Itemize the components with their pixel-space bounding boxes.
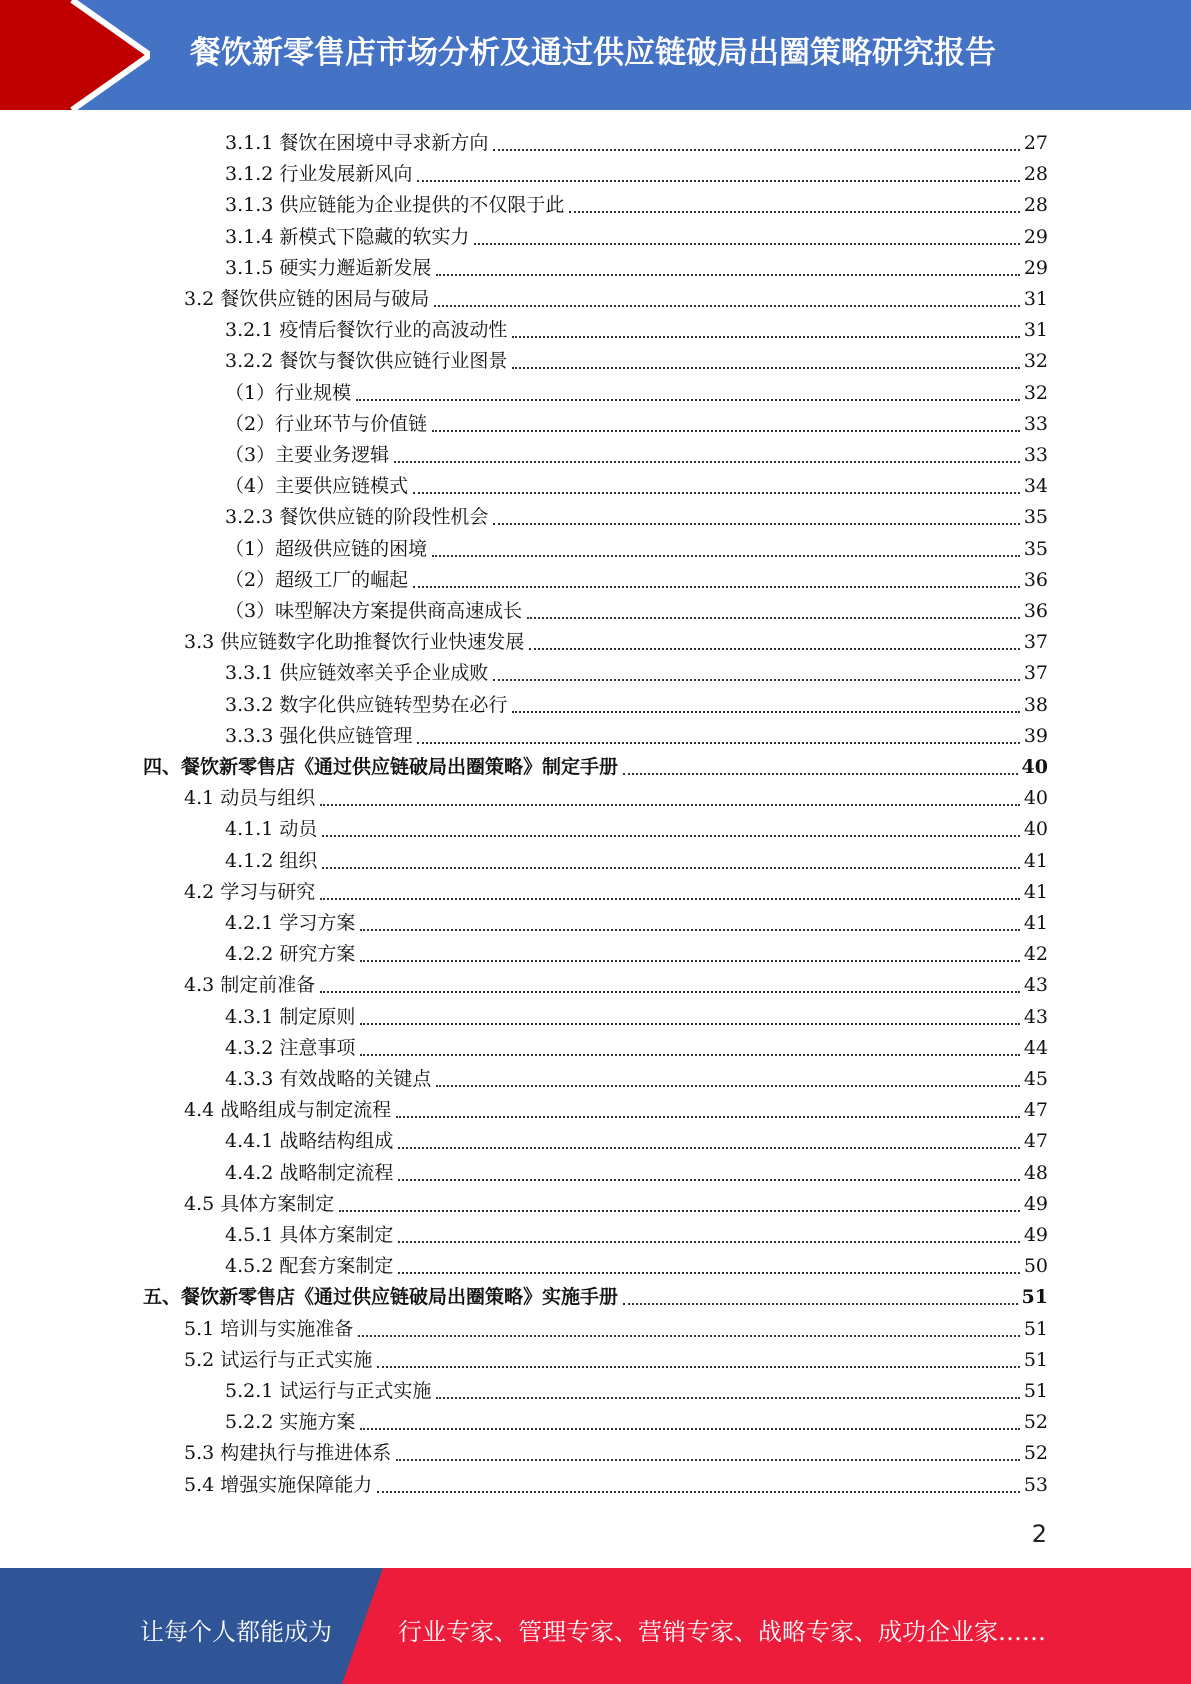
toc-entry[interactable] [184,783,1048,814]
toc-entry-title: 3.3.1 供应链效率关乎企业成败 [225,662,489,685]
toc-entry[interactable] [184,1438,1048,1469]
toc-entry-title: 5.2.1 试运行与正式实施 [225,1380,432,1402]
toc-entry-title: 3.3 供应链数字化助推餐饮行业快速发展 [184,631,525,654]
toc-entry-page: 42 [1023,943,1048,966]
toc-dot-leader [394,460,1020,463]
toc-dot-leader [436,1396,1019,1399]
toc-dot-leader [432,429,1020,432]
toc-dot-leader [623,1302,1018,1305]
toc-entry[interactable] [225,1158,1048,1189]
toc-entry-title: 3.3.3 强化供应链管理 [225,724,413,747]
toc-dot-leader [432,554,1020,557]
toc-entry[interactable] [225,190,1048,221]
toc-entry[interactable] [225,1407,1048,1438]
toc-entry[interactable] [225,1251,1048,1282]
toc-dot-leader [569,210,1019,213]
toc-dot-leader [320,990,1020,993]
toc-entry[interactable] [225,908,1048,939]
toc-dot-leader [398,1271,1019,1274]
toc-dot-leader [529,647,1020,650]
toc-entry[interactable] [184,1470,1048,1501]
toc-dot-leader [320,803,1020,806]
toc-entry-page: 33 [1023,412,1048,435]
header-red-chevron-icon [0,0,150,110]
toc-entry[interactable] [143,752,1048,783]
toc-entry-title: 4.3 制定前准备 [184,974,316,997]
toc-entry-page: 50 [1023,1255,1048,1278]
toc-entry[interactable] [225,596,1048,627]
toc-entry-title: 3.1.4 新模式下隐藏的软实力 [225,225,470,248]
toc-dot-leader [339,1209,1020,1212]
toc-entry[interactable] [225,409,1048,440]
toc-entry-title: 3.1.1 餐饮在困境中寻求新方向 [225,132,489,154]
toc-dot-leader [417,179,1019,182]
toc-entry-title: 4.1.2 组织 [225,849,318,872]
toc-dot-leader [436,1084,1019,1087]
toc-entry[interactable] [184,877,1048,908]
toc-entry[interactable] [225,1064,1048,1095]
toc-dot-leader [320,897,1020,900]
toc-entry-page: 37 [1023,631,1048,654]
toc-dot-leader [322,866,1019,869]
toc-entry-page: 51 [1023,1317,1048,1340]
toc-entry-title: 4.5 具体方案制定 [184,1192,335,1215]
toc-entry[interactable] [225,721,1048,752]
toc-entry[interactable] [225,658,1048,689]
toc-dot-leader [360,1022,1019,1025]
toc-entry-title: 3.1.3 供应链能为企业提供的不仅限于此 [225,194,565,217]
toc-entry-title: （3）味型解决方案提供商高速成长 [225,600,523,622]
toc-entry-page: 38 [1023,693,1048,716]
footer-slogan-right: 行业专家、管理专家、营销专家、战略专家、成功企业家…… [398,1618,1046,1646]
toc-entry-title: 4.4.1 战略结构组成 [225,1130,394,1153]
toc-entry[interactable] [225,939,1048,970]
toc-entry-page: 36 [1023,568,1048,591]
toc-dot-leader [360,959,1019,962]
toc-entry-title: 3.2.1 疫情后餐饮行业的高波动性 [225,319,508,342]
toc-dot-leader [512,710,1019,713]
toc-entry[interactable] [225,1126,1048,1157]
footer-slogan-left: 让每个人都能成为 [140,1618,332,1646]
toc-entry-title: 5.2 试运行与正式实施 [184,1348,373,1371]
toc-dot-leader [512,366,1019,369]
toc-dot-leader [356,398,1020,401]
toc-entry-page: 52 [1023,1411,1048,1434]
toc-entry[interactable] [225,1033,1048,1064]
toc-entry-title: 3.1.5 硬实力邂逅新发展 [225,256,432,279]
toc-entry-title: （2）超级工厂的崛起 [225,568,409,591]
toc-entry-title: 5.1 培训与实施准备 [184,1317,354,1340]
toc-entry-page: 48 [1023,1161,1048,1184]
toc-entry-title: 4.3.1 制定原则 [225,1005,356,1028]
toc-entry[interactable] [225,1220,1048,1251]
toc-entry-page: 29 [1023,256,1048,279]
toc-dot-leader [436,273,1019,276]
toc-entry-page: 51 [1023,1380,1048,1402]
toc-entry-page: 43 [1023,974,1048,997]
toc-entry[interactable] [225,159,1048,190]
toc-dot-leader [360,1053,1019,1056]
toc-entry-page: 49 [1023,1192,1048,1215]
toc-entry-page: 51 [1021,1286,1048,1309]
toc-entry[interactable] [225,846,1048,877]
toc-entry[interactable] [184,970,1048,1001]
toc-entry-title: 4.4.2 战略制定流程 [225,1161,394,1184]
toc-entry[interactable] [225,471,1048,502]
toc-dot-leader [493,678,1019,681]
toc-dot-leader [434,304,1020,307]
toc-entry-page: 44 [1023,1036,1048,1059]
toc-dot-leader [527,616,1020,619]
page-number: 2 [1031,1520,1047,1548]
toc-dot-leader [396,1458,1020,1461]
toc-dot-leader [360,928,1019,931]
toc-entry-title: 3.2 餐饮供应链的困局与破局 [184,288,430,310]
toc-dot-leader [474,242,1019,245]
toc-dot-leader [360,1427,1019,1430]
toc-entry-page: 41 [1023,912,1048,934]
toc-entry-page: 31 [1023,288,1048,310]
toc-entry[interactable] [184,1314,1048,1345]
toc-entry[interactable] [225,502,1048,533]
toc-entry-title: 4.3.2 注意事项 [225,1036,356,1059]
toc-entry[interactable] [225,1376,1048,1407]
toc-entry-title: （1）超级供应链的困境 [225,537,428,560]
toc-entry-title: 4.2 学习与研究 [184,880,316,903]
toc-dot-leader [358,1334,1020,1337]
toc-entry[interactable] [225,378,1048,409]
toc-entry[interactable] [225,690,1048,721]
toc-entry[interactable] [225,128,1048,159]
toc-dot-leader [377,1365,1020,1368]
toc-entry-title: 4.1 动员与组织 [184,787,316,810]
toc-entry-title: 3.3.2 数字化供应链转型势在必行 [225,693,508,716]
toc-entry-title: 四、餐饮新零售店《通过供应链破局出圈策略》制定手册 [143,756,619,778]
toc-entry[interactable] [225,565,1048,596]
toc-entry-title: （3）主要业务逻辑 [225,444,390,466]
report-title: 餐饮新零售店市场分析及通过供应链破局出圈策略研究报告 [190,35,996,71]
toc-entry[interactable] [225,534,1048,565]
toc-entry-page: 32 [1023,381,1048,404]
toc-entry-page: 28 [1023,163,1048,186]
toc-entry-page: 33 [1023,444,1048,466]
toc-entry-page: 32 [1023,350,1048,373]
toc-entry[interactable] [184,1095,1048,1126]
toc-dot-leader [398,1178,1019,1181]
toc-entry[interactable] [225,222,1048,253]
toc-entry-page: 41 [1023,880,1048,903]
toc-entry-page: 40 [1023,787,1048,810]
toc-entry-title: 五、餐饮新零售店《通过供应链破局出圈策略》实施手册 [143,1286,619,1309]
toc-entry[interactable] [225,1002,1048,1033]
toc-entry-title: 4.3.3 有效战略的关键点 [225,1068,432,1090]
toc-entry[interactable] [225,346,1048,377]
toc-entry-page: 53 [1023,1473,1048,1496]
toc-entry-title: 5.4 增强实施保障能力 [184,1473,373,1496]
page-header [0,0,1191,110]
toc-entry[interactable] [225,315,1048,346]
toc-entry-page: 35 [1023,537,1048,560]
toc-dot-leader [493,148,1019,151]
page-footer [0,1568,1191,1684]
toc-entry-title: 4.1.1 动员 [225,818,318,841]
toc-entry-title: 3.2.2 餐饮与餐饮供应链行业图景 [225,350,508,373]
toc-entry-page: 36 [1023,600,1048,622]
toc-entry-page: 47 [1023,1099,1048,1122]
toc-entry[interactable] [184,1345,1048,1376]
toc-entry[interactable] [225,440,1048,471]
toc-entry-page: 40 [1023,818,1048,841]
toc-dot-leader [398,1146,1019,1149]
toc-entry-page: 35 [1023,506,1048,529]
toc-entry[interactable] [184,1189,1048,1220]
toc-entry-page: 45 [1023,1068,1048,1090]
toc-entry-title: 4.5.2 配套方案制定 [225,1255,394,1278]
toc-entry-page: 37 [1023,662,1048,685]
toc-dot-leader [398,1240,1019,1243]
toc-entry-title: 3.2.3 餐饮供应链的阶段性机会 [225,506,489,529]
toc-entry-page: 28 [1023,194,1048,217]
toc-entry-title: 4.2.1 学习方案 [225,912,356,934]
toc-entry-title: 5.2.2 实施方案 [225,1411,356,1434]
toc-entry-page: 31 [1023,319,1048,342]
toc-entry-title: （2）行业环节与价值链 [225,412,428,435]
toc-dot-leader [512,335,1019,338]
toc-entry-page: 52 [1023,1442,1048,1465]
toc-dot-leader [322,834,1019,837]
toc-entry-title: 4.5.1 具体方案制定 [225,1224,394,1246]
toc-dot-leader [493,522,1019,525]
toc-dot-leader [377,1490,1020,1493]
toc-entry-title: 4.4 战略组成与制定流程 [184,1099,392,1122]
toc-entry-title: 3.1.2 行业发展新风向 [225,163,413,186]
toc-entry[interactable] [184,627,1048,658]
toc-dot-leader [413,491,1020,494]
toc-entry-title: （4）主要供应链模式 [225,475,409,498]
toc-entry[interactable] [225,253,1048,284]
toc-entry-title: 4.2.2 研究方案 [225,943,356,966]
toc-dot-leader [413,585,1020,588]
toc-entry-page: 47 [1023,1130,1048,1153]
toc-dot-leader [417,741,1019,744]
toc-entry-page: 29 [1023,225,1048,248]
toc-entry-page: 39 [1023,724,1048,747]
toc-entry-title: 5.3 构建执行与推进体系 [184,1442,392,1465]
toc-entry-page: 43 [1023,1005,1048,1028]
toc-entry-page: 34 [1023,475,1048,498]
toc-entry-title: （1）行业规模 [225,381,352,404]
toc-entry-page: 51 [1023,1348,1048,1371]
toc-entry-page: 40 [1021,756,1048,778]
toc-entry-page: 27 [1023,132,1048,154]
toc-dot-leader [396,1115,1020,1118]
toc-entry-page: 41 [1023,849,1048,872]
toc-entry[interactable] [184,284,1048,315]
toc-entry-page: 49 [1023,1224,1048,1246]
toc-entry[interactable] [225,814,1048,845]
toc-entry[interactable] [143,1282,1048,1313]
toc-dot-leader [623,772,1018,775]
